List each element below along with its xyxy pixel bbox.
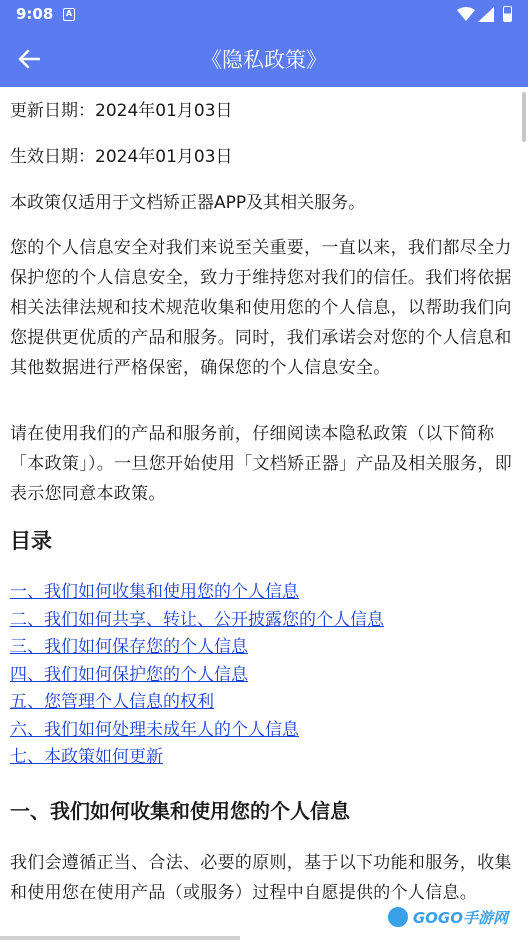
page-title: 《隐私政策》: [201, 48, 327, 72]
app-bar: [0, 30, 528, 87]
toc-item: [10, 634, 384, 662]
section-1-heading: 一、我们如何收集和使用您的个人信息: [10, 799, 350, 823]
toc-link-1[interactable]: 一、我们如何收集和使用您的个人信息: [10, 582, 299, 602]
policy-scope: 本政策仅适用于文档矫正器APP及其相关服务。: [10, 193, 366, 213]
toc-item: [10, 579, 384, 607]
policy-intro: 您的个人信息安全对我们来说至关重要，一直以来，我们都尽全力保护您的个人信息安全，致力于维持您对我们的信任。我们将依据相关法律法规和技术规范收集和使用您的个人信息，以帮助我们向您提供更优质的产品和服务。同时，我们承诺会对您的个人信息和其他数据进行严格保密，确保您的个人信息安全。: [10, 238, 512, 378]
section-1-text: 我们会遵循正当、合法、必要的原则，基于以下功能和服务，收集和使用您在使用产品（或服务）过程中自愿提供的个人信息。: [10, 853, 512, 903]
battery-icon: [503, 6, 512, 22]
toc-link-5[interactable]: 五、您管理个人信息的权利: [10, 692, 214, 712]
toc-list: [10, 579, 384, 772]
toc-item: [10, 607, 384, 635]
status-time: 9:08: [16, 5, 54, 23]
toc-item: [10, 662, 384, 690]
horizontal-scrollbar[interactable]: [0, 936, 240, 940]
update-date: 更新日期：2024年01月03日: [10, 101, 233, 121]
effective-date: 生效日期：2024年01月03日: [10, 147, 233, 167]
toc-link-3[interactable]: 三、我们如何保存您的个人信息: [10, 637, 248, 657]
wifi-icon: [457, 7, 475, 22]
watermark-text: GOGO手游网: [412, 908, 508, 927]
toc-link-4[interactable]: 四、我们如何保护您的个人信息: [10, 664, 248, 685]
notification-icon: A: [63, 8, 75, 21]
signal-icon: [478, 7, 494, 22]
toc-item: [10, 717, 384, 745]
toc-link-7[interactable]: 七、本政策如何更新: [10, 747, 163, 767]
read-notice: 请在使用我们的产品和服务前，仔细阅读本隐私政策（以下简称「本政策」）。一旦您开始使用「文档矫正器」产品及相关服务，即表示您同意本政策。: [10, 424, 512, 504]
toc-item: [10, 744, 384, 772]
toc-link-6[interactable]: 六、我们如何处理未成年人的个人信息: [10, 719, 299, 740]
toc-heading: 目录: [10, 529, 52, 553]
vertical-scrollbar[interactable]: [522, 92, 526, 142]
watermark: [386, 904, 508, 930]
status-bar: [0, 0, 528, 30]
toc-link-2[interactable]: 二、我们如何共享、转让、公开披露您的个人信息: [10, 609, 384, 630]
toc-item: [10, 689, 384, 717]
policy-content[interactable]: [0, 87, 528, 940]
watermark-logo-icon: [386, 905, 410, 929]
